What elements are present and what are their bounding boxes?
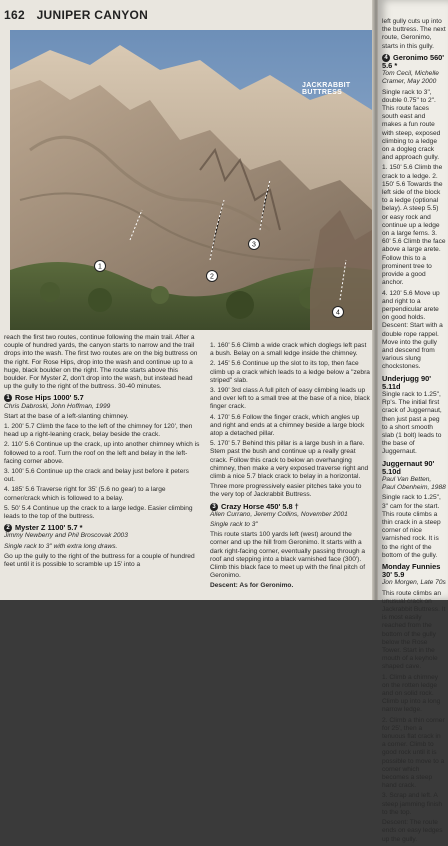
route-marker-1 <box>95 261 106 272</box>
pitches: 2. Climb a thin corner for 25', then a tenuous flat crack in a corner. Climb to good rock until it is possible to move to a corner which becomes a steep hand crack. <box>382 716 445 790</box>
descent-text: Descent: As for Geronimo. <box>210 582 294 590</box>
pitch-1: 1. 160' 5.6 Climb a wide crack which doglegs left past a bush. Belay on a small ledge inside the chimney. <box>210 342 367 358</box>
route-credit: Allen Currano, Jeremy Collins, November 2001 <box>210 510 348 518</box>
route-credit: Paul Van Betten, Paul Obenheim, 1988 <box>382 475 446 492</box>
svg-text:4: 4 <box>336 309 340 317</box>
route-credit: Jimmy Newberry and Phil Broscovak 2003 <box>4 532 128 540</box>
route-title-geronimo: 4 Geronimo 560' 5.6 * <box>382 52 445 71</box>
photo-overlay-label: JACKRABBIT BUTTRESS <box>302 82 351 96</box>
pitch-4: 4. 185' 5.6 Traverse right for 35' (5.6 no gear) to a large corner/crack which is followed to a belay. <box>4 486 166 502</box>
pitch-summary: Three more progressively easier pitches take you to the very top of Jackrabbit Buttress. <box>210 483 362 499</box>
route-marker-3 <box>249 239 260 250</box>
page-header <box>4 8 148 22</box>
pitch-3: 3. 190' 3rd class A full pitch of easy climbing leads up and over left to a small tree at the base of a nice, black finger crack. <box>210 387 370 411</box>
route-title-underjugg: Underjugg 90' 5.11d <box>382 373 431 391</box>
pitch-5: 5. 170' 5.7 Behind this pillar is a large bush in a flare. Stem past the bush and continue up a really great crack. Follow this crack to below an overhanging chimney, then make a very exposed traverse right and climb a nice 5.7 black crack to belay in a horizontal. <box>210 440 369 481</box>
route-marker-2 <box>207 271 218 282</box>
pitches: 1. 150' 5.6 Climb the crack to a ledge. 2. 150' 5.6 Towards the left side of the block to a ledge (optional belay). A steep 5.5) or easy rock and continue up a ledge on a large ferns. 3. 60' 5.6 Climb the face above a large arete. Follow this to a prominent tree to provide a good anchor. <box>382 164 446 287</box>
page-number: 162 <box>4 8 25 22</box>
approach-text: reach the first two routes, continue following the main trail. After a couple of hundred yards, the canyon starts to narrow and the trail drops into the wash. The first two routes are on the big buttress on the right. For Rose Hips, drop into the wash and continue up to a huge, black boulder on the right. The route starts above this boulder. For Myster Z, don't drop into the wash, but instead head up the gully to the right of the buttress. 30-40 minutes. <box>4 334 198 391</box>
route-rack-note: Single rack to 3" <box>210 521 258 529</box>
pitches: 1. Climb a chimney on the rotten ledge and on solid rock. Climb up into a long narrow ledge. <box>382 673 441 714</box>
route-credit: Tom Cecil, Michelle Cramer, May 2000 <box>382 70 439 86</box>
route-description: Go up the gully to the right of the buttress for a couple of hundred feet until it is possible to scramble up 15' into a <box>4 552 195 569</box>
route-title-rose-hips: 1 Rose Hips 1000' 5.7 <box>4 394 200 402</box>
svg-text:3: 3 <box>252 241 256 249</box>
route-description: Single rack to 3", double 0.75" to 2". This route faces south east and makes a fun route with steep, exposed climbing to a ledge on a dogleg crack and approach gully. <box>382 88 441 162</box>
route-title-juggernaut: Juggernaut 90' 5.10d <box>382 458 435 476</box>
route-description: This route climbs an unusual crack on Jackrabbit Buttress. It is most easily reached from the bottom of the gully below the Rose Tower. Start in the mouth of a keyhole shaped cave. <box>382 589 446 671</box>
route-credit: Jon Morgen, Late 70s <box>382 579 446 587</box>
canyon-photo <box>10 30 372 330</box>
descent-text: Descent: The route ends on easy ledges up the gully. <box>382 819 443 843</box>
pitch-4: 4. 170' 5.6 Follow the finger crack, which angles up and right and ends at a chimney beside a large block atop a detached pillar. <box>210 413 365 438</box>
route-start: Start at the base of a left-slanting chimney. <box>4 412 129 420</box>
route-description: Single rack to 1.25", 3" cam for the start. This route climbs a thin crack in a steep corner of nice varnished rock. It is to the right of the bottom of the gully. <box>382 494 441 559</box>
pitch-5: 5. 50' 5.4 Continue up the crack to a large ledge. Easier climbing leads to the top of the buttress. <box>4 504 193 521</box>
text-block: left gully cuts up into the buttress. The next route, Geronimo, starts in this gully. <box>382 18 446 50</box>
route-description: Single rack to 1.25", Rp's. The initial first crack of Juggernaut, then just past a peg to a short smooth slab (1 bolt) leads to the base of Juggernaut. <box>382 390 442 456</box>
chapter-title: JUNIPER CANYON <box>36 8 149 22</box>
route-title-myster-z: 2 Myster Z 1100' 5.7 * <box>4 524 200 532</box>
pitch-1: 1. 200' 5.7 Climb the face to the left of the chimney for 120', then head up a right-leaning crack, belay beside the crack. <box>4 423 193 439</box>
pitches: 4. 120' 5.6 Move up and right to a perpendicular arete on good holds. Descent: Start with a double rope rappel. Move into the gully and descend from various slung chockstones. <box>382 289 443 371</box>
route-rack-note: Single rack to 3" with extra long draws. <box>4 542 118 550</box>
route-title-crazy-horse: 3 Crazy Horse 450' 5.8 † <box>210 503 370 511</box>
column-right <box>382 18 446 846</box>
route-description: This route starts 100 yards left (west) around the corner and up the hill from Geronimo. It starts with a dark right-facing corner, eventually passing through a roof and stepping into a black varnished face (300'). Climb this black face to meet up with the final pitch of Geronimo. <box>210 531 366 580</box>
pitches: 3. Scrap and left. A steep jamming finish to the top. <box>382 792 443 816</box>
column-left <box>4 334 200 571</box>
column-middle <box>210 342 370 593</box>
route-title-monday-funnies: Monday Funnies 30' 5.9 <box>382 562 441 580</box>
right-page <box>378 0 448 843</box>
pitch-2: 2. 145' 5.6 Continue up the slot to its top, then face climb up a crack which leads to a ledge below a "zebra striped" slab. <box>210 360 370 384</box>
svg-text:1: 1 <box>98 263 102 271</box>
svg-text:2: 2 <box>210 273 214 281</box>
route-credit: Chris Dabroski, John Hoffman, 1999 <box>4 402 111 410</box>
pitch-2: 2. 110' 5.6 Continue up the crack, up into another chimney which is followed to a roof. Turn the roof on the left and belay in the left-facing corner above. <box>4 441 200 465</box>
route-marker-4 <box>333 307 344 318</box>
pitch-3: 3. 100' 5.6 Continue up the crack and belay just before it peters out. <box>4 468 189 484</box>
